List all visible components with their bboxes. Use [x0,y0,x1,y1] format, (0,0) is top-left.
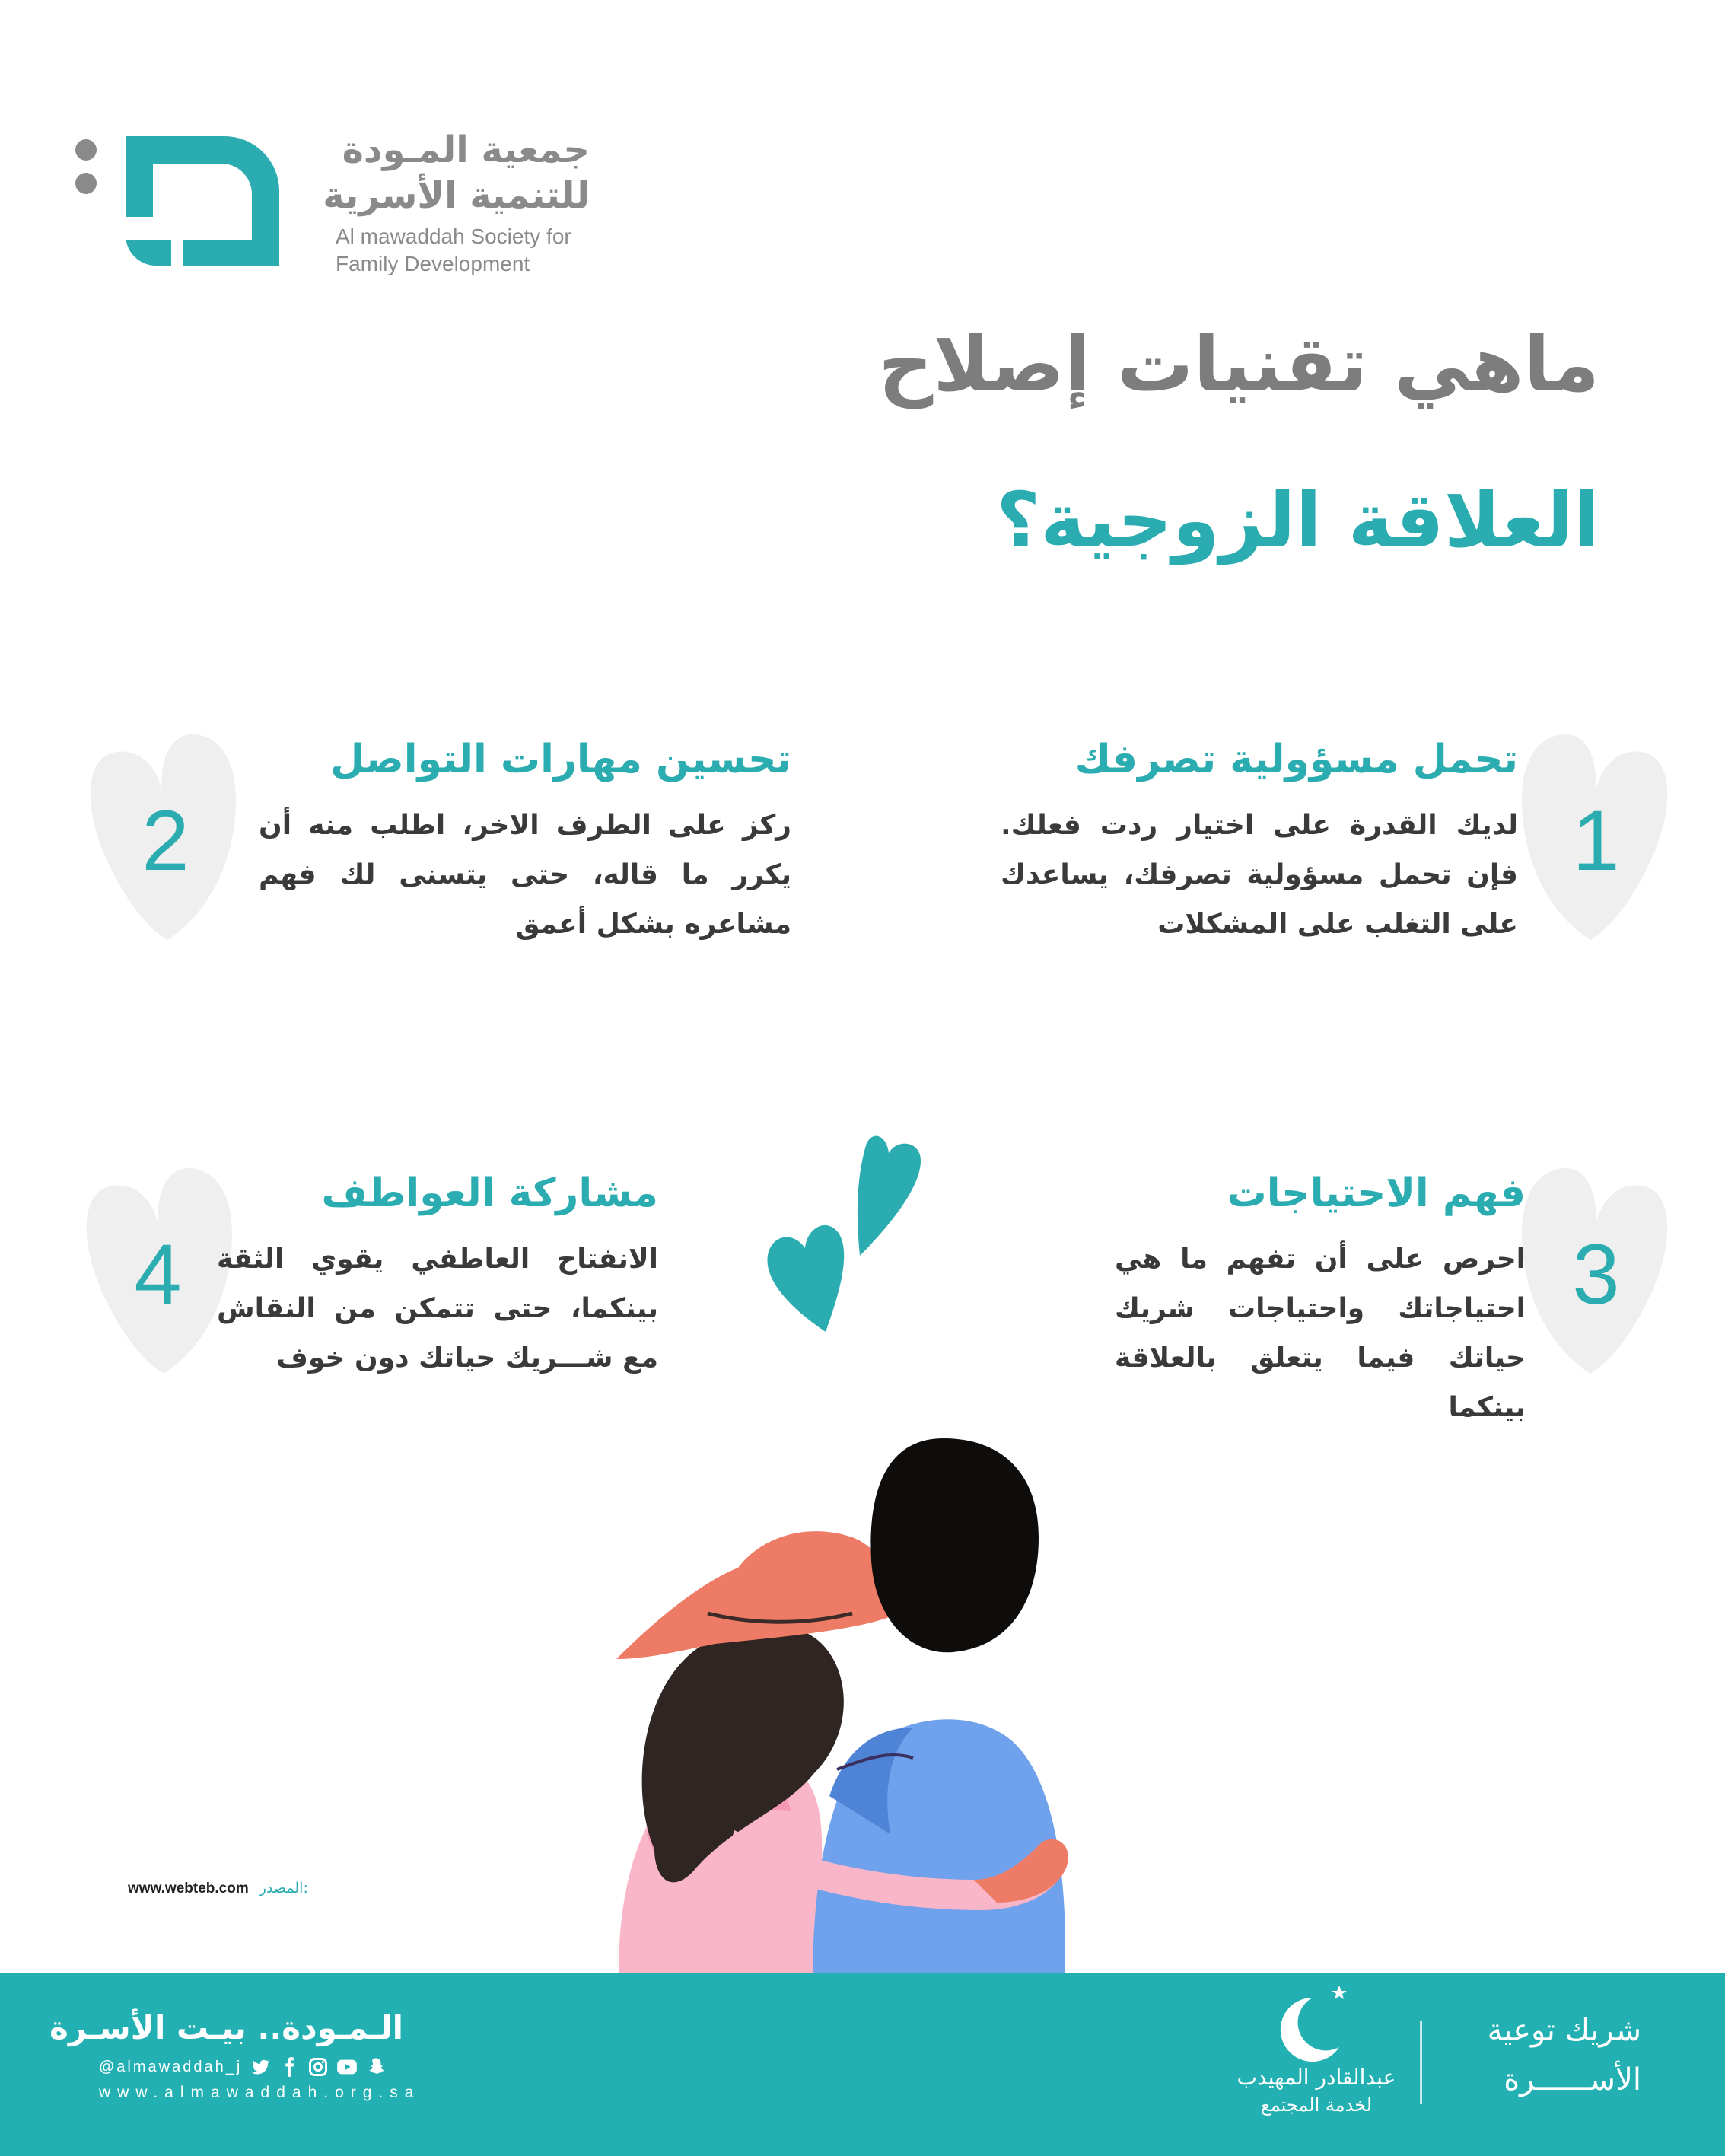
small-heart-icon [858,1136,921,1256]
partner-caption-line2: الأســــــرة [1504,2062,1641,2097]
small-heart-icon [767,1225,844,1332]
youtube-icon[interactable] [336,2056,358,2078]
tip-item-1 [883,731,1674,959]
source-credit [128,1880,308,1897]
website-link[interactable]: www.almawaddah.org.sa [99,2084,421,2101]
twitter-icon[interactable] [250,2056,271,2078]
source-url: www.webteb.com [128,1881,249,1896]
footer-slogan: الـمـودة.. بيـت الأسـرة [49,2009,403,2046]
partner-caption-line1: شريك توعية [1487,2013,1641,2048]
tip-heading-2: تحسين مهارات التواصل [330,737,791,782]
snapchat-icon[interactable] [365,2056,387,2078]
logo-arabic-name-line1: جمعية المـودة [342,129,590,171]
page-title-line1: ماهي تقنيات إصلاح [878,320,1599,409]
tip-number-2: 2 [142,793,189,888]
social-handle[interactable]: @almawaddah_j [99,2058,243,2075]
logo-english-name [336,223,594,278]
facebook-icon[interactable] [278,2056,300,2078]
partner-subtitle: لخدمة المجتمع [1261,2094,1372,2116]
logo-english-line2: Family Development [336,252,530,275]
logo-arabic-name-line2: للتنمية الأسرية [323,174,590,217]
tip-heading-4: مشاركة العواطف [321,1170,658,1216]
social-row [99,2055,387,2079]
tip-item-2 [84,731,791,959]
tip-text-3: احرص على أن تفهم ما هي احتياجاتك واحتياجات شريك حياتك فيما يتعلق بالعلاقة بينكما [1115,1244,1526,1423]
tip-text-1: لديك القدرة على اختيار ردت فعلك. فإن تحمل مسؤولية تصرفك، يساعدك على التغلب على المشكلات [1001,810,1518,940]
tip-heading-1: تحمل مسؤولية تصرفك [1074,737,1518,782]
society-logo [72,126,590,293]
source-label: المصدر: [259,1880,308,1896]
tip-heading-3: فهم الاحتياجات [1227,1170,1526,1216]
partner-name: عبدالقادر المهيدب [1236,2065,1396,2090]
logo-english-line1: Al mawaddah Society for [336,225,571,248]
tip-text-2: ركز على الطرف الاخر، اطلب منه أن يكرر ما قاله، حتى يتسنى لك فهم مشاعره بشكل أعمق [259,810,791,940]
tip-number-1: 1 [1572,793,1620,888]
instagram-icon[interactable] [307,2056,329,2078]
logo-mark-icon [72,126,293,278]
page-title-line2: العلاقة الزوجية؟ [996,476,1599,565]
tip-number-4: 4 [134,1227,182,1322]
tip-text-4: الانفتاح العاطفي يقوي الثقة بينكما، حتى تتمكن من النقاش مع شـــريك حياتك دون خوف [217,1244,658,1374]
footer-divider [1420,2021,1422,2104]
tip-number-3: 3 [1572,1227,1620,1322]
